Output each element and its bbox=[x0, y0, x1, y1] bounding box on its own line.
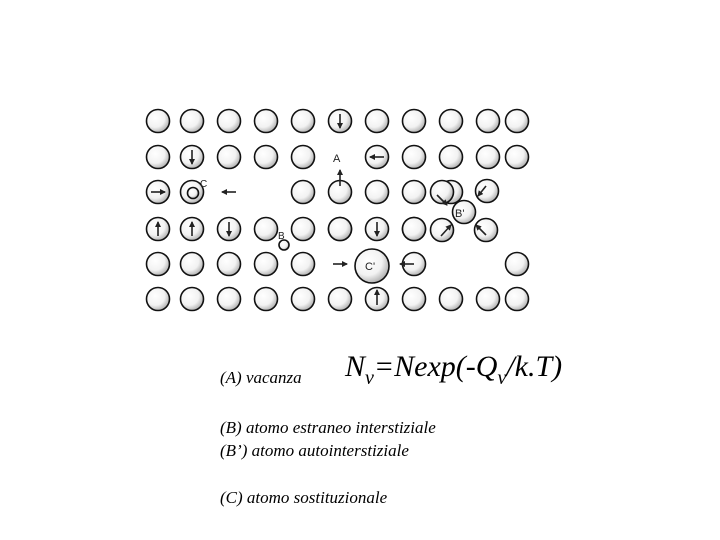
lattice-atom bbox=[218, 253, 241, 276]
lattice-atom bbox=[366, 110, 389, 133]
caption-self-interstitial: (B’) atomo autointerstiziale bbox=[220, 441, 409, 460]
lattice-atom bbox=[440, 288, 463, 311]
lattice-atom bbox=[403, 146, 426, 169]
label-C-prime: C' bbox=[365, 261, 376, 273]
lattice-atom bbox=[181, 253, 204, 276]
lattice-atom bbox=[147, 253, 170, 276]
lattice-atom bbox=[292, 181, 315, 204]
lattice-atom bbox=[255, 146, 278, 169]
lattice-atom bbox=[431, 219, 454, 242]
label-C: C bbox=[200, 179, 208, 190]
lattice-atom bbox=[329, 218, 352, 241]
formula-tail: /k.T) bbox=[506, 350, 563, 383]
vacancy-formula bbox=[345, 350, 562, 390]
lattice-atom bbox=[181, 110, 204, 133]
formula-N: N bbox=[345, 350, 366, 383]
lattice-atom bbox=[292, 288, 315, 311]
lattice-atom bbox=[147, 110, 170, 133]
lattice-atom bbox=[475, 219, 498, 242]
formula-sub-v: v bbox=[365, 367, 374, 389]
lattice-atom bbox=[440, 146, 463, 169]
label-A: A bbox=[333, 153, 341, 165]
lattice-atom bbox=[366, 181, 389, 204]
formula-sub-v-2: v bbox=[497, 367, 507, 389]
lattice-atom bbox=[477, 110, 500, 133]
label-B: B bbox=[278, 231, 285, 242]
lattice-atom bbox=[506, 253, 529, 276]
lattice-atom bbox=[147, 288, 170, 311]
lattice-atom bbox=[477, 146, 500, 169]
caption-vacancy: (A) vacanza bbox=[220, 368, 302, 387]
lattice-atom bbox=[255, 288, 278, 311]
displacement-arrows bbox=[151, 114, 486, 305]
lattice-atom bbox=[255, 110, 278, 133]
lattice-atom bbox=[218, 146, 241, 169]
lattice-atom bbox=[292, 110, 315, 133]
lattice-atom bbox=[147, 146, 170, 169]
lattice-atom bbox=[255, 218, 278, 241]
substitutional-atom-C bbox=[188, 188, 199, 199]
lattice-atom bbox=[218, 110, 241, 133]
lattice-atom bbox=[181, 288, 204, 311]
lattice-atom bbox=[506, 110, 529, 133]
caption-substitutional: (C) atomo sostituzionale bbox=[220, 488, 388, 507]
lattice-atom bbox=[476, 180, 499, 203]
lattice-atom bbox=[403, 110, 426, 133]
lattice-atom bbox=[329, 288, 352, 311]
lattice-atom bbox=[403, 181, 426, 204]
lattice-atom bbox=[218, 288, 241, 311]
lattice-atom bbox=[255, 253, 278, 276]
lattice-atom bbox=[506, 146, 529, 169]
formula-body: =Nexp(-Q bbox=[373, 350, 498, 383]
lattice-atom bbox=[292, 218, 315, 241]
lattice-atom bbox=[403, 288, 426, 311]
caption-foreign-interstitial: (B) atomo estraneo interstiziale bbox=[220, 418, 436, 437]
lattice-atom bbox=[440, 110, 463, 133]
lattice-atom bbox=[292, 253, 315, 276]
lattice-atom bbox=[477, 288, 500, 311]
lattice-atom bbox=[292, 146, 315, 169]
lattice-atom bbox=[403, 218, 426, 241]
label-B-prime: B' bbox=[455, 208, 465, 220]
lattice-atom bbox=[506, 288, 529, 311]
